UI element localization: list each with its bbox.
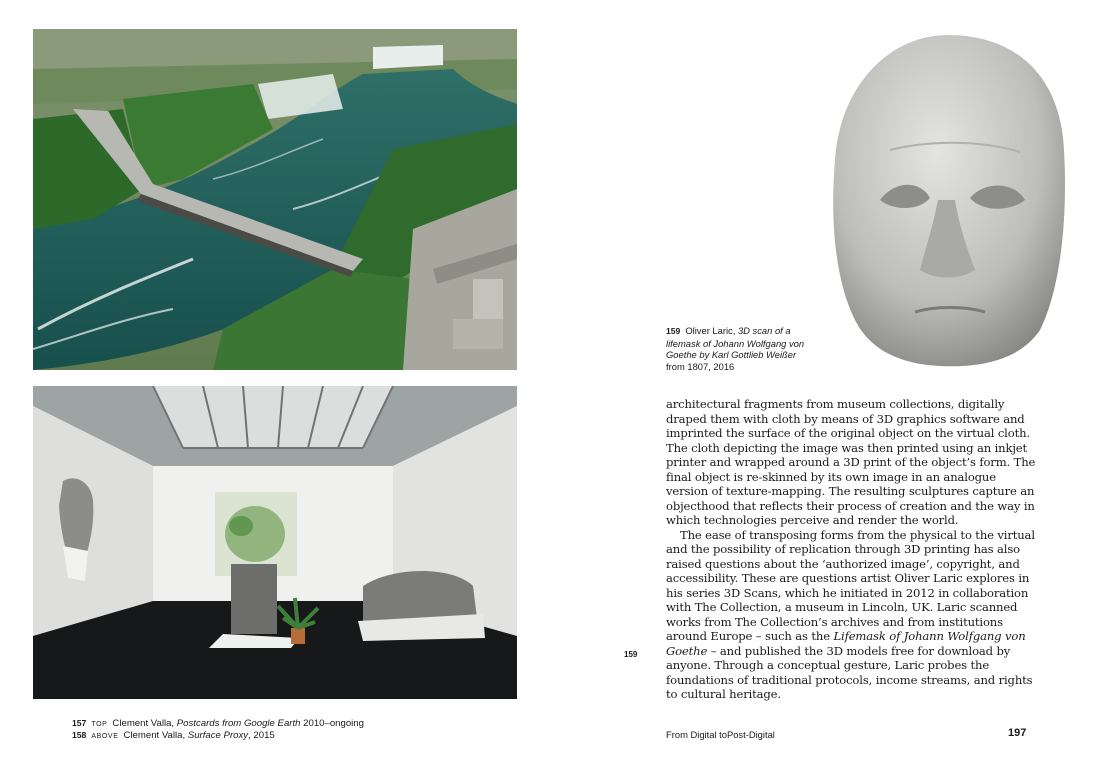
caption-artist: Clement Valla, xyxy=(112,718,177,729)
caption-title: 3D scan of a lifemask of Johann Wolfgang von Goethe by Karl Gottlieb Weißer xyxy=(666,325,805,361)
gallery-image xyxy=(33,386,517,699)
caption-number: 159 xyxy=(666,326,681,336)
caption-title: Surface Proxy xyxy=(187,730,249,741)
caption-position-label: ABOVE xyxy=(91,733,119,740)
caption-position-label: TOP xyxy=(91,721,108,728)
margin-figure-reference: 159 xyxy=(624,650,638,659)
paragraph-1: architectural fragments from museum collections, digitally draped them with cloth by means of 3D graphics software and imprinted the surface of the original object on the virtual cloth. The cloth depicting the image was then printed using an inkjet printer and wrapped around a 3D print of the object’s form. The final object is re-skinned by its own image in an analogue version of texture-mapping. The resulting sculptures capture an objecthood that reflects their process of creation and the way in which technologies perceive and render the world. xyxy=(666,397,1036,527)
paragraph-2 xyxy=(666,528,1040,702)
aerial-falls-image xyxy=(33,29,517,370)
body-text xyxy=(666,397,1040,702)
page-number: 197 xyxy=(1008,727,1027,739)
caption-number: 157 xyxy=(72,718,87,728)
figure-159-lifemask-scan xyxy=(820,30,1078,370)
caption-date: , 2015 xyxy=(248,730,275,741)
caption-artist: Oliver Laric, xyxy=(685,325,738,336)
paragraph-2-italic-title: Lifemask of Johann Wolfgang von Goethe xyxy=(666,629,1026,658)
running-head: From Digital toPost-Digital xyxy=(666,729,775,740)
paragraph-2-part-b: – and published the 3D models free for download by anyone. Through a conceptual gesture, Laric probes the foundations of traditional protocols, income streams, and rights to cultural heritage. xyxy=(666,643,1033,701)
caption-figure-159 xyxy=(666,325,816,372)
figure-158-gallery xyxy=(33,386,517,699)
paragraph-2-part-a: The ease of transposing forms from the physical to the virtual and the possibility of replication through 3D printing has also raised questions about the ‘authorized image’, copyright, and accessibility. These are questions artist Oliver Laric explores in his series 3D Scans, which he initiated in 2012 in collaboration with The Collection, a museum in Lincoln, UK. Laric scanned works from The Collection’s archives and from institutions around Europe – such as the xyxy=(666,527,1035,643)
caption-figure-158 xyxy=(72,729,512,743)
caption-date: from 1807, 2016 xyxy=(666,360,735,372)
figure-157-aerial-falls xyxy=(33,29,517,370)
lifemask-image xyxy=(820,30,1078,370)
caption-date: 2010–ongoing xyxy=(300,718,364,729)
caption-artist: Clement Valla, xyxy=(123,730,188,741)
caption-number: 158 xyxy=(72,730,87,740)
caption-title: Postcards from Google Earth xyxy=(176,718,301,729)
